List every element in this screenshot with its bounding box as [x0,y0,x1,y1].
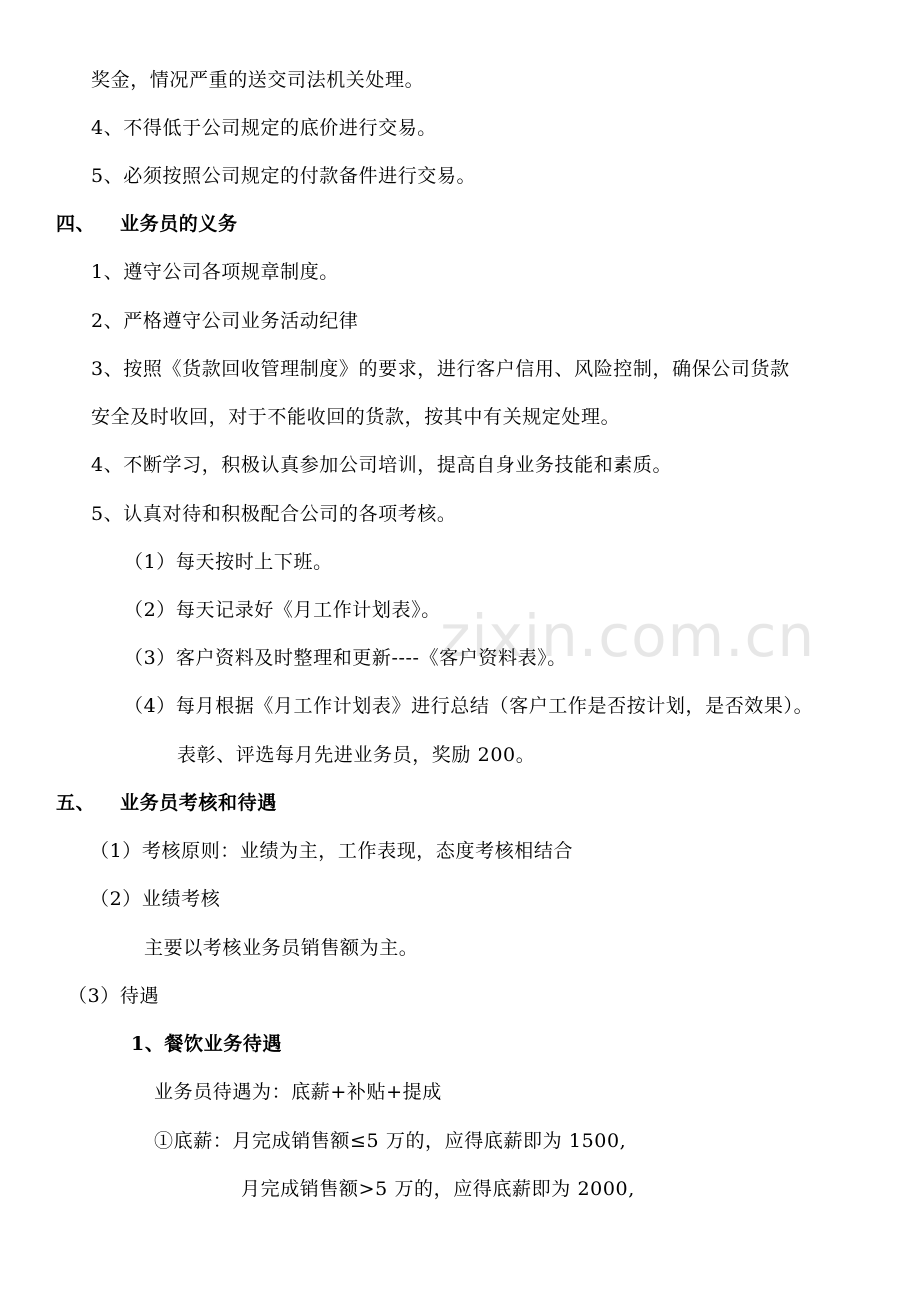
paragraph-line: ①底薪：月完成销售额≤5 万的，应得底薪即为 1500, [154,1130,627,1152]
list-item: （4）每月根据《月工作计划表》进行总结（客户工作是否按计划，是否效果）。 [124,695,814,717]
paragraph-line: 业务员待遇为：底薪+补贴+提成 [154,1081,442,1103]
list-item: （1）考核原则：业绩为主，工作表现，态度考核相结合 [90,840,574,862]
paragraph-line: 表彰、评选每月先进业务员，奖励 200。 [177,744,536,766]
paragraph-line: 安全及时收回，对于不能收回的货款，按其中有关规定处理。 [91,406,621,428]
list-item: （3）待遇 [68,985,160,1007]
watermark: zixin.com.cn [440,602,816,670]
section-heading: 业务员考核和待遇 [120,792,277,814]
section-number: 四、 [56,213,96,235]
paragraph-line: 4、不断学习，积极认真参加公司培训，提高自身业务技能和素质。 [91,454,673,476]
paragraph-line: 月完成销售额>5 万的，应得底薪即为 2000, [241,1178,635,1200]
paragraph-line: 1、遵守公司各项规章制度。 [91,261,339,283]
list-item: （2）每天记录好《月工作计划表》。 [124,599,441,621]
section-number: 五、 [56,792,96,814]
paragraph-line: 4、不得低于公司规定的底价进行交易。 [91,117,437,139]
paragraph-line: 5、认真对待和积极配合公司的各项考核。 [91,503,457,525]
list-item: （2）业绩考核 [90,888,221,910]
paragraph-line: 5、必须按照公司规定的付款备件进行交易。 [91,165,477,187]
paragraph-line: 主要以考核业务员销售额为主。 [144,937,419,959]
list-item: （1）每天按时上下班。 [124,551,333,573]
paragraph-line: 奖金，情况严重的送交司法机关处理。 [91,69,425,91]
paragraph-line: 2、严格遵守公司业务活动纪律 [91,310,359,332]
section-heading: 业务员的义务 [120,213,238,235]
paragraph-line: 3、按照《货款回收管理制度》的要求，进行客户信用、风险控制，确保公司货款 [91,358,790,380]
list-item: （3）客户资料及时整理和更新----《客户资料表》。 [124,647,567,669]
subsection-heading: 1、餐饮业务待遇 [131,1033,283,1055]
